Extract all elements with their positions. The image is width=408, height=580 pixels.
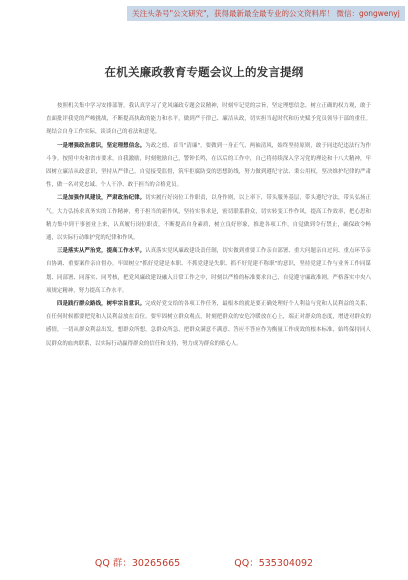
paragraph-point-4	[46, 298, 371, 351]
top-banner: 关注头条号"公文研究"，获得最新最全最专业的公文资料库！ 微信：gongwenyj	[127, 6, 405, 21]
paragraph-text: 为政之德，首当"清廉"，要做到一身正气、两袖清风，始终坚持原则，敢于同违纪违法行为作斗争。按照中央和省市要求，自我激励，时刻勉励自己，警钟长鸣，在以后的工作中，自己将持续深入学习党的理论和十八大精神，牢固树立廉洁从政意识，坚持从严律己，自觉接受监督，筑牢拒腐防变的思想防线，努力做到遵纪守法、秉公用权，坚决维护纪律的严肃性，做一名对党忠诚、个人干净、敢于担当的合格党员。	[46, 142, 371, 189]
paragraph-point-1	[46, 140, 371, 193]
footer	[0, 555, 408, 569]
qq-group-number: QQ 群：30265665	[94, 558, 181, 569]
page-title: 在机关廉政教育专题会议上的发言提纲	[104, 65, 304, 79]
paragraph-point-2	[46, 192, 371, 245]
paragraph-lead: 一是增强政治意识，坚定理想信念。	[57, 142, 146, 149]
qq-number: QQ：535304092	[234, 558, 314, 569]
paragraph-lead: 三是落实从严治党，提高工作水平。	[57, 248, 146, 255]
paragraph-text: 切实履行好岗位工作职责，以身作则，以上率下，带头服务基层，带头遵纪守法，带头弘扬正气。大力弘扬求真务实的工作精神，勇于担当的新作风，坚持实事求是，密切联系群众，切实转变工作作风，提高工作效率，把心思和精力集中到干事创业上来，认真履行岗位职责，不断提高自身素质，树立良好形象，推进各项工作，自觉做到令行禁止，确保政令畅通，以实际行动维护党的纪律和作风。	[46, 195, 371, 242]
paragraph-lead: 四是践行群众路线，树牢宗旨意识。	[57, 301, 146, 308]
paragraph-text: 完成好党交给的各项工作任务，最根本的就是要正确处理好个人利益与党和人民利益的关系，在任何时候都要把党和人民利益放在首位。要牢固树立群众观点，时刻把群众的安危冷暖放在心上，端正对群众的态度，增进对群众的感情，一切从群众利益出发，想群众所想，急群众所急，把群众满意不满意、答应不答应作为衡量工作成效的根本标准，始终保持同人民群众的血肉联系，以实际行动赢得群众的信任和支持，努力成为群众的贴心人。	[46, 301, 371, 347]
paragraph-text: 按照机关集中学习安排部署，我认真学习了党风廉政专题会议精神，时刻牢记党的宗旨，坚定理想信念，树立正确的权力观，敢于直面批评我党的严峻挑战，不断提高执政的能力和水平，做到严于律己、廉洁从政，切实担当起时代和历史赋予党员领导干部的重任。现结合自身工作实际，谈谈自己的看法和意见。	[46, 103, 371, 136]
paragraph-lead: 二是加强作风建设，严肃政治纪律。	[57, 195, 146, 202]
paragraph-text: 认真落实党风廉政建设责任制，切实做到重要工作亲自部署、重大问题亲自过问、重点环节亲自协调、重要案件亲自督办。牢固树立"抓好党建是本职、不抓党建是失职、抓不好党建不称职"的意识，坚持党建工作与业务工作同谋划、同部署、同落实、同考核，把党风廉政建设融入日常工作之中，时刻以严格的标准要求自己，自觉遵守廉政准则，严格落实中央八项规定精神，努力提高工作水平。	[46, 248, 371, 294]
document-body	[46, 100, 371, 351]
paragraph-point-3	[46, 245, 371, 298]
paragraph-intro	[46, 100, 371, 140]
